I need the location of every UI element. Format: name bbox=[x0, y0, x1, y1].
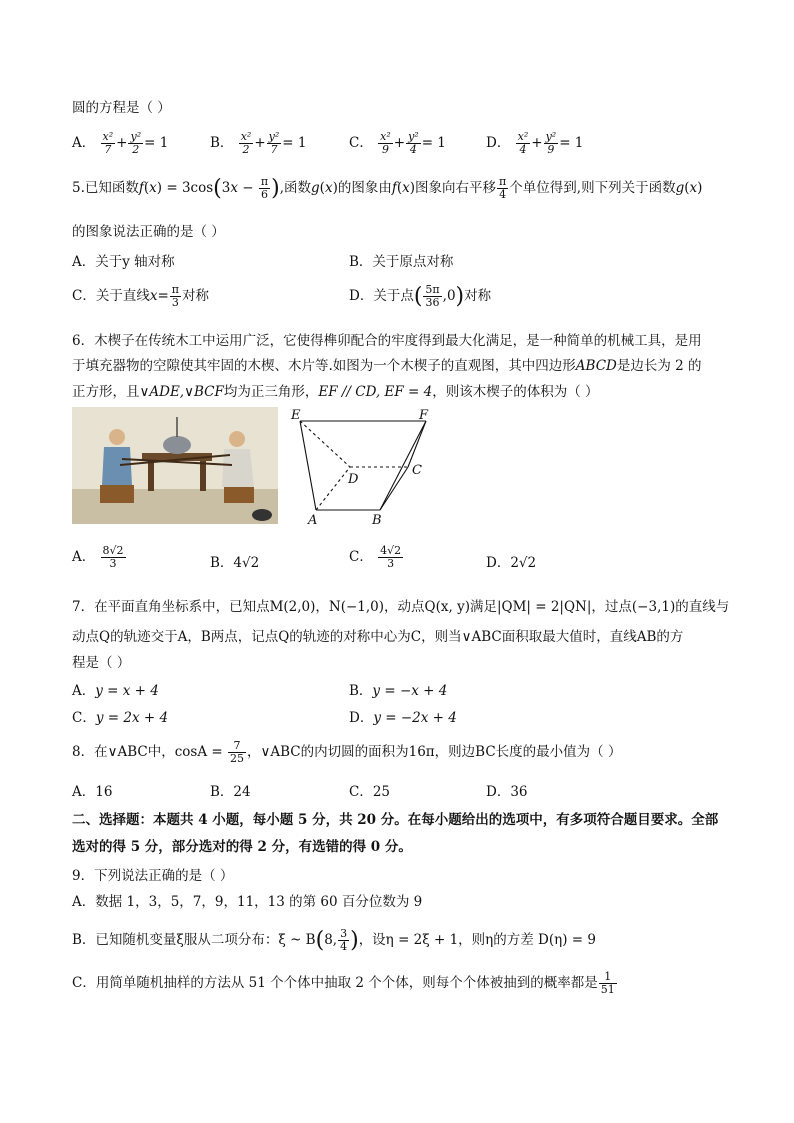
fraction: $\frac{\text{y²}}{4}$ bbox=[408, 130, 419, 156]
option-label: C． bbox=[349, 135, 373, 151]
section-2-heading-line2: 选对的得 5 分，部分选对的得 2 分，有选错的得 0 分。 bbox=[72, 839, 412, 855]
denominator: 51 bbox=[600, 983, 615, 996]
numerator: 7 bbox=[228, 740, 246, 753]
denominator: 25 bbox=[230, 752, 244, 765]
q7-stem-line3: 程是（ ） bbox=[72, 655, 131, 671]
fraction: $\frac{\text{y²}}{7}$ bbox=[268, 130, 280, 156]
q7-stem-line2: 动点Q的轨迹交于A，B两点，记点Q的轨迹的对称中心为C，则当∨ABC面积取最大值时，直线AB的方 bbox=[72, 629, 684, 645]
fraction: $\frac{\text{x²}}{7}$ bbox=[102, 130, 114, 156]
vertex-label-d: D bbox=[348, 472, 359, 487]
math: EF // CD, EF = 4 bbox=[318, 384, 433, 400]
section-2-heading-line1: 二、选择题：本题共 4 小题，每小题 5 分，共 20 分。在每小题给出的选项中，有多项符合题目要求。全部 bbox=[72, 812, 719, 828]
option-label: D． bbox=[486, 555, 511, 571]
q9-option-a: A．数据 1，3，5，7，9，11，13 的第 60 百分位数为 9 bbox=[72, 894, 423, 910]
option-label: D． bbox=[486, 135, 511, 151]
text: 于填充器物的空隙使其牢固的木楔、木片等.如图为一个木楔子的直观图，其中四边形 bbox=[72, 358, 576, 374]
option-label: C． bbox=[349, 784, 373, 800]
q8-stem bbox=[72, 740, 621, 765]
text: ，∨ABC的内切圆的面积为16π，则边BC长度的最小值为（ ） bbox=[247, 744, 622, 760]
fraction: $\frac{\pi}{4}$ bbox=[499, 175, 507, 201]
text: C．关于直线 bbox=[72, 288, 150, 304]
numerator: 1 bbox=[599, 971, 617, 984]
option-label: B． bbox=[210, 555, 234, 571]
fraction: $\frac{\text{y²}}{2}$ bbox=[130, 130, 142, 156]
q5-option-c: C．关于直线x= $\frac{\pi}{3}$ 对称 bbox=[72, 283, 210, 309]
option-text: y = −x + 4 bbox=[372, 683, 448, 699]
q7-option-a bbox=[72, 679, 159, 699]
q8-option-b bbox=[210, 780, 251, 800]
option-label: A． bbox=[72, 784, 96, 800]
q4-option-b: B． $\frac{\text{x²}}{2}$ + $\frac{\text{y²}}{7}$ = 1 bbox=[210, 130, 307, 156]
fraction: $\frac{\text{x²}}{2}$ bbox=[240, 130, 252, 156]
option-label: B． bbox=[210, 135, 234, 151]
option-text: 24 bbox=[233, 784, 251, 800]
fraction: $\frac{\pi}{6}$ bbox=[260, 175, 269, 201]
option-label: A． bbox=[72, 683, 96, 699]
woodworking-illustration bbox=[72, 407, 278, 524]
option-text: 16 bbox=[95, 784, 113, 800]
vertex-label-a: A bbox=[308, 513, 318, 528]
option-text: 36 bbox=[510, 784, 528, 800]
q7-option-d bbox=[349, 706, 457, 726]
vertex-label-c: C bbox=[412, 463, 422, 478]
text: B．已知随机变量ξ服从二项分布：ξ ~ B bbox=[72, 932, 316, 948]
option-text: y = x + 4 bbox=[95, 683, 159, 699]
text: 5.已知函数 bbox=[72, 180, 139, 196]
fraction bbox=[599, 971, 617, 995]
text: ，设η = 2ξ + 1，则η的方差 D(η) = 9 bbox=[358, 932, 596, 948]
option-label: B． bbox=[210, 784, 234, 800]
text: D．关于点 bbox=[349, 288, 414, 304]
fraction: $\frac{5\pi}{36}$ bbox=[425, 283, 440, 309]
math: ∨ADE,∨BCF bbox=[139, 384, 224, 400]
option-label: A． bbox=[72, 549, 96, 565]
q5-option-d: D．关于点( $\frac{5\pi}{36}$ ,0)对称 bbox=[349, 283, 492, 309]
q8-option-a bbox=[72, 780, 112, 800]
fraction: $\frac{\text{x²}}{9}$ bbox=[380, 130, 391, 156]
q6-stem-line2 bbox=[72, 354, 702, 374]
q7-option-c bbox=[72, 706, 168, 726]
text: 均为正三角形， bbox=[223, 384, 319, 400]
option-label: B． bbox=[349, 683, 373, 699]
option-text: 25 bbox=[372, 784, 391, 800]
text: 正方形，且 bbox=[72, 384, 140, 400]
option-text: y = 2x + 4 bbox=[95, 710, 169, 726]
q5-stem-line2: 的图象说法正确的是（ ） bbox=[72, 224, 225, 240]
q8-option-c bbox=[349, 780, 390, 800]
wedge-diagram bbox=[288, 407, 438, 529]
fraction: $\frac{8√2}{3}$ bbox=[102, 544, 124, 570]
fraction: $\frac{\text{x²}}{4}$ bbox=[517, 130, 529, 156]
option-label: C． bbox=[72, 710, 96, 726]
text: 对称 bbox=[464, 288, 492, 304]
q6-option-a bbox=[72, 545, 127, 570]
option-label: D． bbox=[486, 784, 511, 800]
q4-tail: 圆的方程是（ ） bbox=[72, 100, 171, 116]
text: 的图象由 bbox=[337, 180, 392, 196]
q9-stem: 9．下列说法正确的是（ ） bbox=[72, 868, 234, 884]
vertex-label-b: B bbox=[372, 513, 382, 528]
text: 图象向右平移 bbox=[415, 180, 497, 196]
text: 个单位得到,则下列关于函数 bbox=[509, 180, 676, 196]
q5-option-a: A．关于y 轴对称 bbox=[72, 254, 175, 270]
q4-option-a: A． $\frac{\text{x²}}{7}$ + $\frac{\text{y²}}{2}$ = 1 bbox=[72, 130, 169, 156]
option-label: C． bbox=[349, 549, 373, 565]
vertex-label-e: E bbox=[291, 408, 301, 423]
q8-option-d bbox=[486, 780, 528, 800]
q6-stem-line3 bbox=[72, 380, 599, 400]
fraction bbox=[228, 740, 246, 764]
q6-stem-line1: 6．木楔子在传统木工中运用广泛，它使得榫卯配合的牢度得到最大化满足，是一种简单的机械工具，是用 bbox=[72, 333, 702, 349]
option-label: D． bbox=[349, 710, 374, 726]
fraction: $\frac{4√2}{3}$ bbox=[380, 544, 402, 570]
vertex-label-f: F bbox=[419, 408, 429, 423]
q5-stem-line1: 5.已知函数f(x) = 3cos(3x − $\frac{\pi}{6}$ ),函数g(x)的图象由f(x)图象向右平移 $\frac{\pi}{4}$ 个单位得到,则下列关于函数g(x) bbox=[72, 175, 703, 201]
q7-option-b bbox=[349, 679, 447, 699]
q4-option-c: C． $\frac{\text{x²}}{9}$ + $\frac{\text{y²}}{4}$ = 1 bbox=[349, 130, 446, 156]
math: ABCD bbox=[575, 358, 617, 374]
q9-option-c bbox=[72, 971, 618, 996]
q6-option-c bbox=[349, 545, 404, 570]
text: ,函数 bbox=[279, 180, 312, 196]
option-label: A． bbox=[72, 135, 96, 151]
q5-option-b: B．关于原点对称 bbox=[349, 254, 454, 270]
text: ，则该木楔子的体积为（ ） bbox=[432, 384, 599, 400]
text: 对称 bbox=[182, 288, 210, 304]
text: 是边长为 2 的 bbox=[616, 358, 702, 374]
q4-option-d: D． $\frac{\text{x²}}{4}$ + $\frac{\text{y²}}{9}$ = 1 bbox=[486, 130, 584, 156]
q7-stem-line1: 7．在平面直角坐标系中，已知点M(2,0)，N(−1,0)，动点Q(x, y)满足|QM| = 2|QN|，过点(−3,1)的直线与 bbox=[72, 599, 730, 615]
q6-option-b: B．4√2 bbox=[210, 555, 260, 571]
text: 8．在∨ABC中，cosA = bbox=[72, 744, 223, 760]
text: C．用简单随机抽样的方法从 51 个个体中抽取 2 个个体，则每个个体被抽到的概率都是 bbox=[72, 975, 598, 991]
fraction: $\frac{3}{4}$ bbox=[340, 927, 348, 953]
q6-option-d: D．2√2 bbox=[486, 555, 537, 571]
fraction: $\frac{\text{y²}}{9}$ bbox=[545, 130, 557, 156]
option-text: y = −2x + 4 bbox=[373, 710, 457, 726]
fraction: $\frac{\pi}{3}$ bbox=[171, 283, 180, 309]
q9-option-b: B．已知随机变量ξ服从二项分布：ξ ~ B(8, $\frac{3}{4}$ )，设η = 2ξ + 1，则η的方差 D(η) = 9 bbox=[72, 927, 596, 953]
